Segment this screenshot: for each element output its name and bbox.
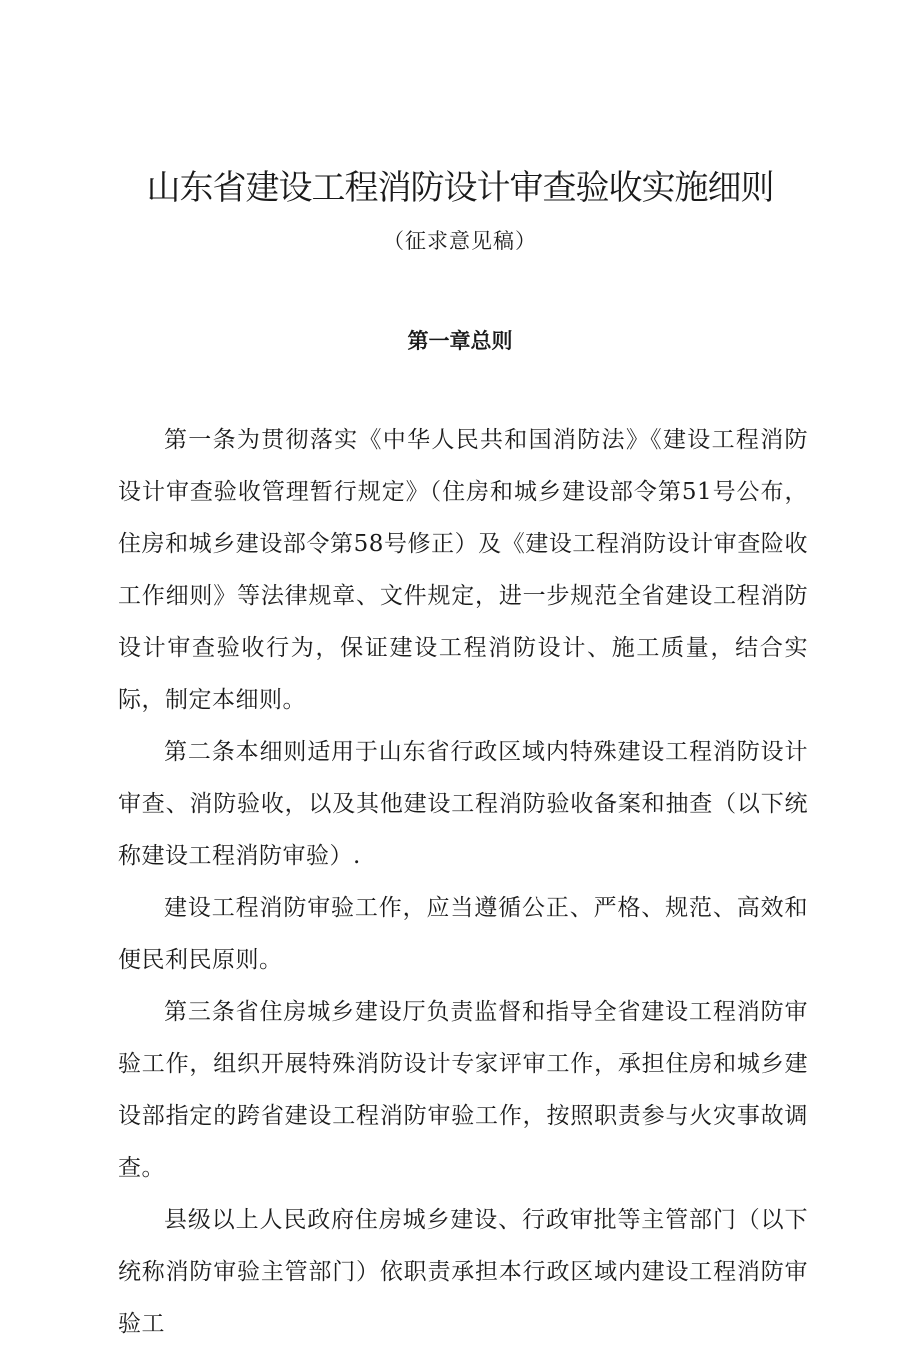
chapter-title: 第一章总则 [407, 329, 513, 353]
paragraph-article-2: 第二条本细则适用于山东省行政区域内特殊建设工程消防设计审查、消防验收，以及其他建设工程消防验收备案和抽查（以下统称建设工程消防审验）. [118, 739, 808, 869]
document-title: 山东省建设工程消防设计审查验收实施细则 [146, 168, 774, 208]
paragraph-article-3: 第三条省住房城乡建设厅负责监督和指导全省建设工程消防审验工作，组织开展特殊消防设计专家评审工作，承担住房和城乡建设部指定的跨省建设工程消防审验工作，按照职责参与火灾事故调查。 [118, 999, 808, 1181]
paragraph-county-level: 县级以上人民政府住房城乡建设、行政审批等主管部门（以下统称消防审验主管部门）依职责承担本行政区域内建设工程消防审验工 [118, 1207, 808, 1337]
document-body [118, 414, 808, 1350]
paragraph-principles: 建设工程消防审验工作，应当遵循公正、严格、规范、高效和便民利民原则。 [118, 895, 808, 973]
paragraph-article-1: 第一条为贯彻落实《中华人民共和国消防法》《建设工程消防设计审查验收管理暂行规定》（住房和城乡建设部令第51号公布，住房和城乡建设部令第58号修正）及《建设工程消防设计审查险收工作细则》等法律规章、文件规定，进一步规范全省建设工程消防设计审查验收行为，保证建设工程消防设计、施工质量，结合实际，制定本细则。 [118, 427, 808, 713]
document-subtitle: （征求意见稿） [383, 229, 537, 253]
